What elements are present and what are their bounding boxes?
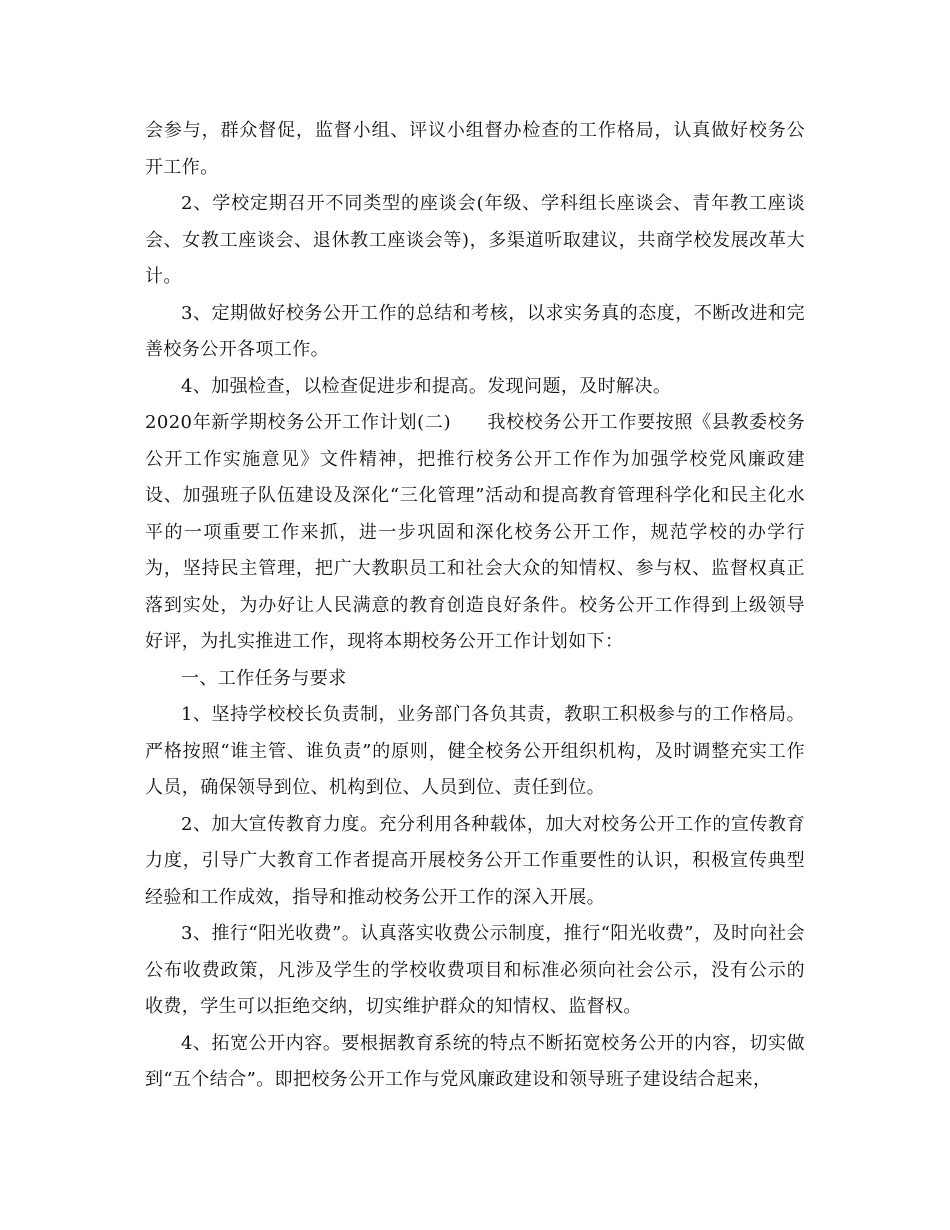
section-intro-paragraph — [145, 405, 805, 661]
document-body — [145, 113, 805, 1099]
paragraph-item-2: 2、学校定期召开不同类型的座谈会(年级、学科组长座谈会、青年教工座谈会、女教工座谈会、退休教工座谈会等)，多渠道听取建议，共商学校发展改革大计。 — [145, 193, 805, 287]
task-item-2: 2、加大宣传教育力度。充分利用各种载体，加大对校务公开工作的宣传教育力度，引导广大教育工作者提高开展校务公开工作重要性的认识，积极宣传典型经验和工作成效，指导和推动校务公开工作的深入开展。 — [145, 813, 805, 908]
paragraph-item-4: 4、加强检查，以检查促进步和提高。发现问题，及时解决。 — [181, 375, 672, 397]
paragraph-continued: 会参与，群众督促，监督小组、评议小组督办检查的工作格局，认真做好校务公开工作。 — [145, 120, 805, 178]
task-item-4: 4、拓宽公开内容。要根据教育系统的特点不断拓宽校务公开的内容，切实做到“五个结合”。即把校务公开工作与党风廉政建设和领导班子建设结合起来， — [145, 1032, 805, 1090]
section-intro-text: 我校校务公开工作要按照《县教委校务公开工作实施意见》文件精神，把推行校务公开工作作为加强学校党风廉政建设、加强班子队伍建设及深化“三化管理”活动和提高教育管理科学化和民主化水平的一项重要工作来抓，进一步巩固和深化校务公开工作，规范学校的办学行为，坚持民主管理，把广大教职员工和社会大众的知情权、参与权、监督权真正落到实处，为办好让人民满意的教育创造良好条件。校务公开工作得到上级领导好评，为扎实推进工作，现将本期校务公开工作计划如下： — [145, 412, 805, 652]
section-title: 2020年新学期校务公开工作计划(二) — [145, 412, 452, 433]
paragraph-item-3: 3、定期做好校务公开工作的总结和考核，以求实务真的态度，不断改进和完善校务公开各项工作。 — [145, 302, 805, 360]
task-item-1: 1、坚持学校校长负责制，业务部门各负其责，教职工积极参与的工作格局。严格按照“谁主管、谁负责”的原则，健全校务公开组织机构，及时调整充实工作人员，确保领导到位、机构到位、人员到位、责任到位。 — [145, 704, 805, 798]
heading-work-tasks: 一、工作任务与要求 — [181, 667, 347, 689]
task-item-3: 3、推行“阳光收费”。认真落实收费公示制度，推行“阳光收费”，及时向社会公布收费政策，凡涉及学生的学校收费项目和标准必须向社会公示，没有公示的收费，学生可以拒绝交纳，切实维护群众的知情权、监督权。 — [145, 923, 805, 1017]
